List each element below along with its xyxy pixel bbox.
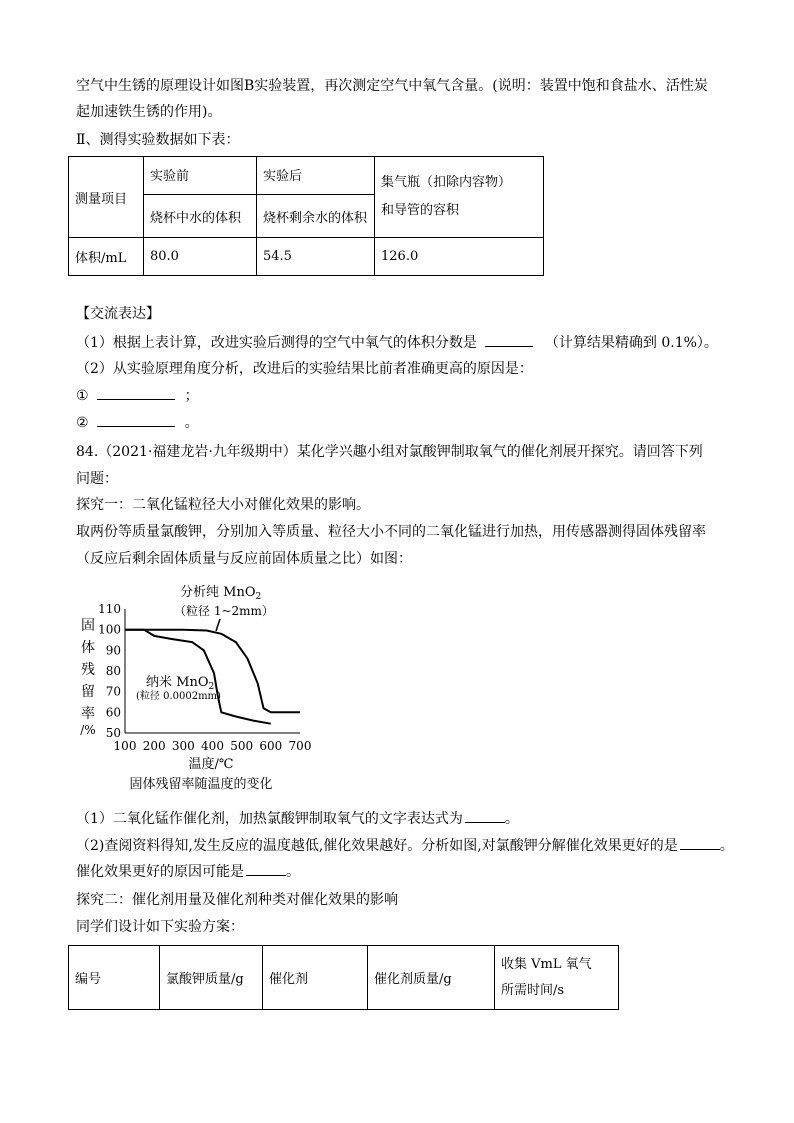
exchange-heading: 【交流表达】: [76, 306, 160, 322]
y-tick-label: 60: [105, 705, 121, 720]
design-intro: 同学们设计如下实验方案：: [76, 919, 244, 935]
x-tick-label: 500: [230, 739, 254, 753]
x-tick-label: 100: [113, 739, 137, 753]
series-analytical-size-label: （粒径 1~2mm）: [174, 604, 274, 618]
collect-time-header-line-1: 收集 VmL 氧气: [501, 956, 592, 972]
exchange-question-2: （2）从实验原理角度分析，改进后的实验结果比前者准确更高的原因是：: [76, 361, 533, 377]
y-label-char: 体: [81, 640, 95, 656]
after-sub-header-cell: 烧杯剩余水的体积: [257, 195, 375, 238]
section-heading: Ⅱ、测得实验数据如下表：: [76, 132, 240, 148]
volume-bottle-cell: 126.0: [375, 238, 544, 276]
answer-1-number: ①: [76, 388, 89, 404]
answer-blank-3: [97, 414, 175, 427]
series-analytical-label: 分析纯 MnO$_2$: [180, 585, 262, 602]
answer-1-end: ；: [184, 388, 199, 404]
y-label-char: /%: [80, 723, 96, 737]
x-tick-label: 600: [259, 739, 283, 753]
sub-question-2: [76, 837, 734, 855]
sub-question-3: [76, 863, 300, 881]
collect-time-header-line-2: 所需时间/s: [501, 982, 565, 998]
intro-line-1: 空气中生锈的原理设计如图B实验装置，再次测定空气中氧气含量。(说明：装置中饱和食盐水、活性炭: [76, 78, 708, 94]
y-tick-label: 90: [105, 643, 121, 658]
y-label-char: 留: [81, 684, 95, 700]
bottle-header-cell: [375, 157, 544, 238]
y-tick-label: 100: [98, 622, 121, 637]
y-label-char: 残: [81, 662, 95, 678]
y-tick-label: 50: [105, 726, 121, 740]
intro-line-2: 起加速铁生锈的作用)。: [76, 104, 222, 120]
bottle-header-line-1: 集气瓶（扣除内容物）: [381, 175, 512, 190]
x-tick-label: 700: [288, 739, 312, 753]
sub-question-1-end: 。: [504, 811, 519, 827]
explore-1-desc-1: 取两份等质量氯酸钾，分别加入等质量、粒径大小不同的二氧化锰进行加热，用传感器测得固体残留率: [76, 524, 706, 540]
sub-question-2-end: 。: [719, 838, 734, 854]
explore-2-heading: 探究二：催化剂用量及催化剂种类对催化效果的影响: [76, 892, 398, 908]
y-tick-label: 70: [105, 684, 121, 699]
x-tick-label: 400: [201, 739, 224, 753]
y-tick-label: 80: [105, 664, 121, 678]
chlorate-mass-header-cell: 氯酸钾质量/g: [160, 946, 263, 1010]
x-tick-label: 300: [171, 739, 195, 753]
y-tick-label: 110: [98, 602, 121, 616]
item-header-cell: 测量项目: [69, 157, 144, 238]
question-84-line-2: 问题：: [76, 471, 118, 487]
volume-after-cell: 54.5: [257, 238, 375, 276]
question-1-text: （1）根据上表计算，改进实验后测得的空气中氧气的体积分数是: [76, 335, 477, 351]
answer-line-1: [76, 387, 199, 405]
bottle-header-line-2: 和导管的容积: [381, 203, 460, 218]
catalyst-header-cell: 催化剂: [263, 946, 368, 1010]
sub-question-2-text: （2)查阅资料得知,发生反应的温度越低,催化效果越好。分析如图,对氯酸钾分解催化效果更好的是: [76, 838, 678, 854]
y-label-char: 率: [81, 706, 95, 722]
answer-blank-5: [680, 837, 720, 850]
experiment-plan-table: [68, 945, 619, 1010]
x-axis-label: 温度/℃: [188, 757, 234, 772]
y-axis-label: [80, 618, 95, 737]
residue-rate-chart: [70, 580, 330, 795]
answer-blank-6: [246, 863, 286, 876]
number-header-cell: 编号: [69, 946, 160, 1010]
exchange-question-1: [76, 334, 718, 352]
catalyst-mass-header-cell: 催化剂质量/g: [368, 946, 495, 1010]
chart-caption: 固体残留率随温度的变化: [129, 777, 273, 792]
explore-1-desc-2: （反应后剩余固体质量与反应前固体质量之比）如图：: [76, 551, 412, 567]
answer-line-2: [76, 414, 199, 432]
explore-1-heading: 探究一：二氧化锰粒径大小对催化效果的影响。: [76, 497, 370, 513]
volume-label-cell: 体积/mL: [69, 238, 144, 276]
subscript-2: 2: [255, 592, 262, 602]
volume-before-cell: 80.0: [144, 238, 257, 276]
answer-2-end: 。: [184, 415, 199, 431]
after-header-cell: 实验后: [257, 157, 375, 195]
answer-blank-1: [485, 334, 533, 347]
sub-question-1: [76, 810, 519, 828]
subscript-2: 2: [208, 682, 215, 692]
answer-blank-2: [97, 387, 175, 400]
series-nano-size-label: (粒径 0.0002mm): [136, 691, 221, 702]
question-84-line-1: 84.（2021·福建龙岩·九年级期中）某化学兴趣小组对氯酸钾制取氧气的催化剂展开探究。请回答下列: [76, 444, 703, 460]
x-tick-label: 200: [142, 739, 166, 753]
before-header-cell: 实验前: [144, 157, 257, 195]
chart-labels: [136, 584, 274, 702]
answer-blank-4: [465, 810, 505, 823]
before-sub-header-cell: 烧杯中水的体积: [144, 195, 257, 238]
answer-2-number: ②: [76, 415, 89, 431]
measurement-table: [68, 156, 544, 276]
series-nano-label: 纳米 MnO$_2$: [146, 675, 215, 692]
collect-time-header-cell: [495, 946, 619, 1010]
series-analytical-pointer: [216, 619, 220, 631]
question-1-note: （计算结果精确到 0.1%）。: [544, 335, 718, 351]
sub-question-1-text: （1）二氧化锰作催化剂，加热氯酸钾制取氧气的文字表达式为: [76, 811, 463, 827]
sub-question-3-end: 。: [286, 864, 300, 880]
y-label-char: 固: [81, 618, 95, 634]
sub-question-3-text: 催化效果更好的原因可能是: [76, 864, 244, 880]
